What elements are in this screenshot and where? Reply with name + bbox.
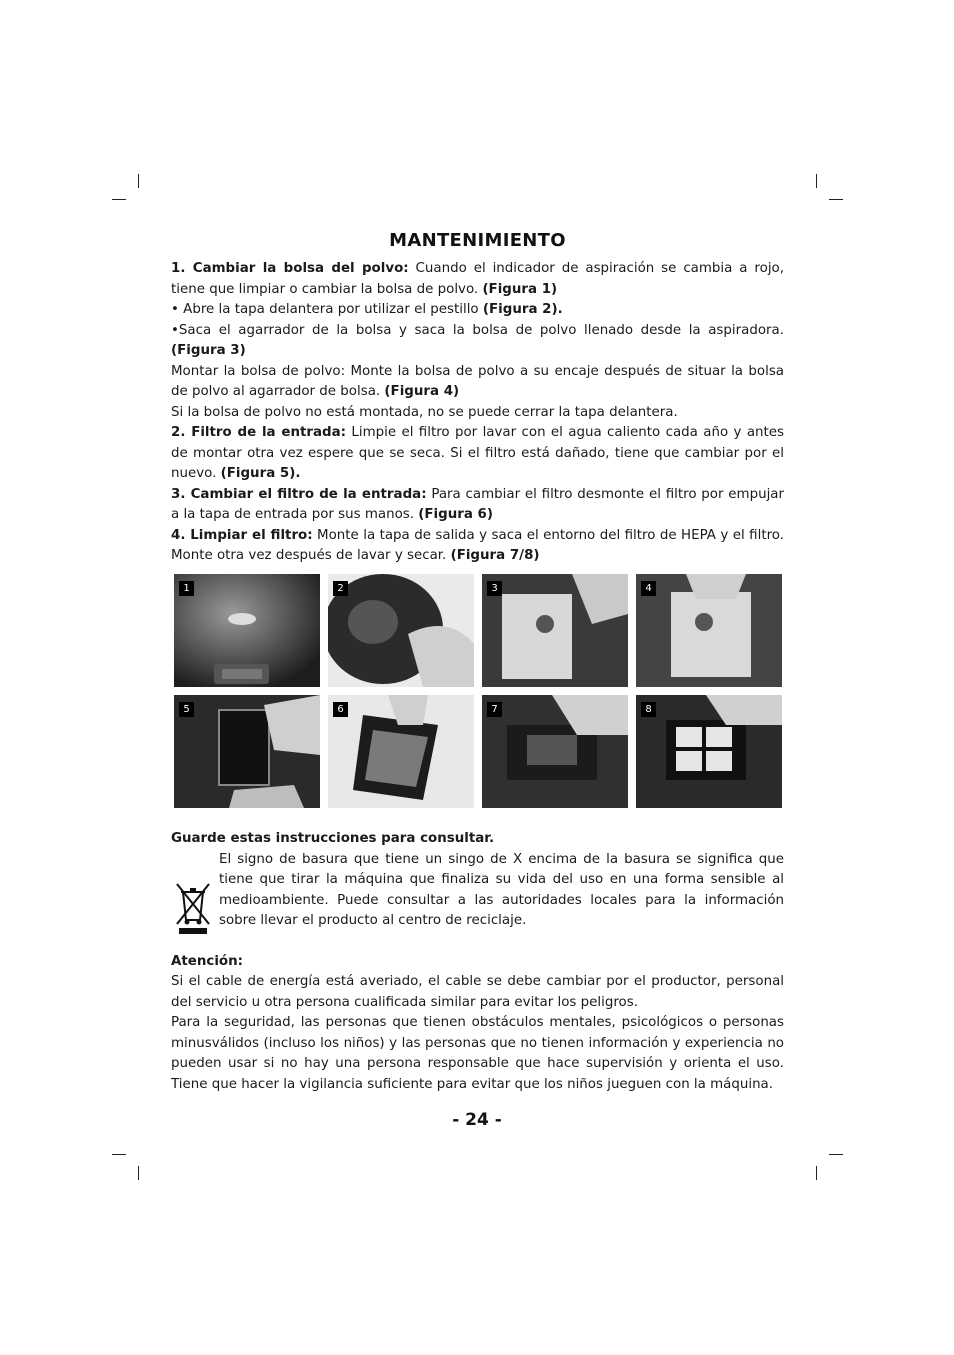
figure-number: 3 — [487, 581, 502, 596]
figure-number: 2 — [333, 581, 348, 596]
figure-5-photo — [174, 695, 320, 808]
step-2-paragraph: 2. Filtro de la entrada: Limpie el filtro por lavar con el agua caliento cada año y antes de montar otra vez espere que se seca. Si el filtro está dañado, tiene que cambiar por el nuevo. (Figura 5). — [171, 425, 784, 481]
figure-number: 1 — [179, 581, 194, 596]
keep-instructions: Guarde estas instrucciones para consultar. — [171, 831, 495, 846]
attention-heading: Atención: — [171, 953, 243, 969]
crop-mark — [138, 174, 139, 188]
figure-photo-grid — [174, 574, 784, 808]
hepa-filter-image — [636, 695, 782, 808]
bullet-open-cover: • Abre la tapa delantera por utilizar el pestillo (Figura 2). — [171, 302, 563, 317]
crop-mark — [829, 1154, 843, 1155]
crop-mark — [112, 199, 126, 200]
crossed-bin-icon — [175, 880, 211, 935]
attention-paragraph-1: Si el cable de energía está averiado, el cable se debe cambiar por el productor, personal del servicio u otra persona cualificada similar para evitar los peligros. — [171, 974, 784, 1010]
figure-8-photo — [636, 695, 782, 808]
mount-bag-image — [636, 574, 782, 687]
page-number: - 24 - — [452, 1110, 502, 1130]
weee-notice — [171, 850, 784, 932]
step-1-paragraph: 1. Cambiar la bolsa del polvo: Cuando el indicador de aspiración se cambia a rojo, tiene que limpiar o cambiar la bolsa de polvo. (Figura 1) — [171, 261, 784, 297]
figure-4-photo — [636, 574, 782, 687]
vacuum-indicator-image — [174, 574, 320, 687]
inlet-filter-image — [174, 695, 320, 808]
figure-2-photo — [328, 574, 474, 687]
open-cover-image — [328, 574, 474, 687]
attention-paragraph-2: Para la seguridad, las personas que tienen obstáculos mentales, psicológicos o personas minusválidos (incluso los niños) y las personas que no tienen información y experiencia no pueden usar si no hay una persona responsable que hace supervisión y orienta el uso. Tiene que hacer la vigilancia suficiente para evitar que los niños jueguen con la máquina. — [171, 1015, 784, 1092]
change-filter-image — [328, 695, 474, 808]
mount-bag-paragraph: Montar la bolsa de polvo: Monte la bolsa de polvo a su encaje después de situar la bolsa de polvo al agarrador de bolsa. (Figura 4) — [171, 363, 784, 399]
figure-number: 4 — [641, 581, 656, 596]
crop-mark — [112, 1154, 126, 1155]
outlet-cover-image — [482, 695, 628, 808]
remove-bag-image — [482, 574, 628, 687]
figure-number: 8 — [641, 702, 656, 717]
crop-mark — [138, 1166, 139, 1180]
bag-note: Si la bolsa de polvo no está montada, no se puede cerrar la tapa delantera. — [171, 404, 678, 420]
figure-number: 6 — [333, 702, 348, 717]
page-title: MANTENIMIENTO — [389, 230, 566, 251]
maintenance-section — [171, 230, 784, 567]
crop-mark — [816, 174, 817, 188]
crop-mark — [816, 1166, 817, 1180]
figure-number: 7 — [487, 702, 502, 717]
step-3-paragraph: 3. Cambiar el filtro de la entrada: Para cambiar el filtro desmonte el filtro por empujar a la tapa de entrada por sus manos. (Figura 6) — [171, 486, 785, 522]
figure-7-photo — [482, 695, 628, 808]
step-4-paragraph: 4. Limpiar el filtro: Monte la tapa de salida y saca el entorno del filtro de HEPA y el filtro. Monte otra vez después de lavar y secar. (Figura 7/8) — [171, 527, 785, 563]
figure-3-photo — [482, 574, 628, 687]
weee-text: El signo de basura que tiene un singo de X encima de la basura se significa que tiene que tirar la máquina que finaliza su vida del uso en una forma sensible al medioambiente. Puede consultar a las autoridades locales para la información sobre llevar el producto al centro de reciclaje. — [219, 851, 784, 928]
figure-6-photo — [328, 695, 474, 808]
lower-section — [171, 829, 784, 1095]
figure-number: 5 — [179, 702, 194, 717]
bullet-remove-bag: •Saca el agarrador de la bolsa y saca la bolsa de polvo llenado desde la aspiradora. (Figura 3) — [171, 322, 784, 358]
crop-mark — [829, 199, 843, 200]
figure-1-photo — [174, 574, 320, 687]
